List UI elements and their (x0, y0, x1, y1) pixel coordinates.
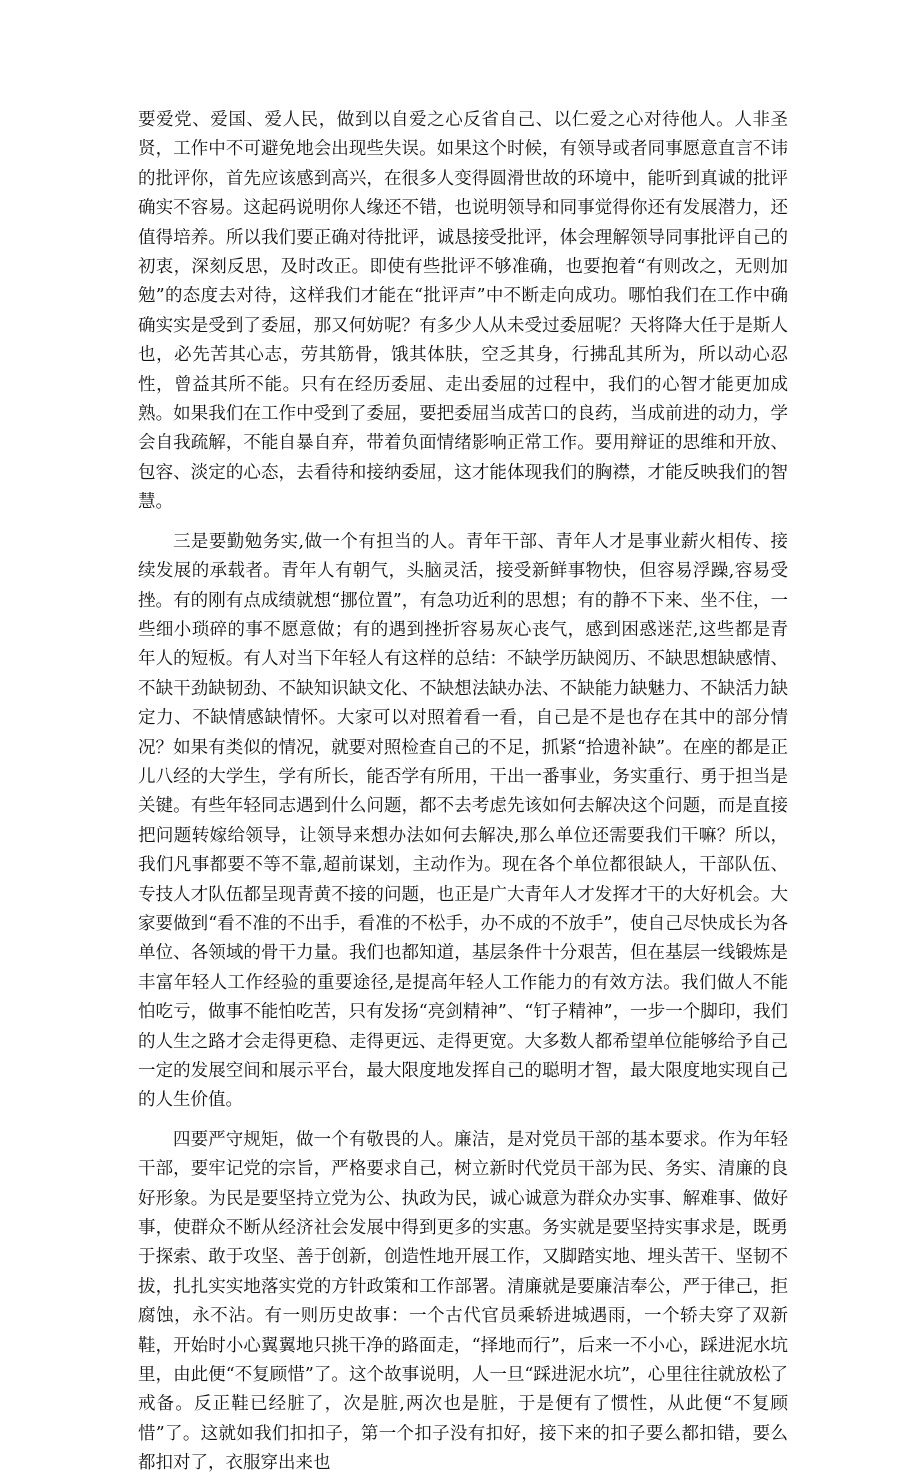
paragraph-point-three: 三是要勤勉务实,做一个有担当的人。青年干部、青年人才是事业薪火相传、接续发展的承载者。青年人有朝气，头脑灵活，接受新鲜事物快，但容易浮躁,容易受挫。有的刚有点成绩就想“挪位置”，有急功近利的思想；有的静不下来、坐不住，一些细小琐碎的事不愿意做；有的遇到挫折容易灰心丧气，感到困惑迷茫,这些都是青年人的短板。有人对当下年轻人有这样的总结：不缺学历缺阅历、不缺思想缺感情、不缺干劲缺韧劲、不缺知识缺文化、不缺想法缺办法、不缺能力缺魅力、不缺活力缺定力、不缺情感缺情怀。大家可以对照着看一看，自己是不是也存在其中的部分情况？如果有类似的情况，就要对照检查自己的不足，抓紧“拾遗补缺”。在座的都是正儿八经的大学生，学有所长，能否学有所用，干出一番事业，务实重行、勇于担当是关键。有些年轻同志遇到什么问题，都不去考虑先该如何去解决这个问题，而是直接把问题转嫁给领导，让领导来想办法如何去解决,那么单位还需要我们干嘛？所以，我们凡事都要不等不靠,超前谋划，主动作为。现在各个单位都很缺人，干部队伍、专技人才队伍都呈现青黄不接的问题，也正是广大青年人才发挥才干的大好机会。大家要做到“看不准的不出手，看准的不松手，办不成的不放手”，使自己尽快成长为各单位、各领域的骨干力量。我们也都知道，基层条件十分艰苦，但在基层一线锻炼是丰富年轻人工作经验的重要途径,是提高年轻人工作能力的有效方法。我们做人不能怕吃亏，做事不能怕吃苦，只有发扬“亮剑精神”、“钉子精神”，一步一个脚印，我们的人生之路才会走得更稳、走得更远、走得更宽。大多数人都希望单位能够给予自己一定的发展空间和展示平台，最大限度地发挥自己的聪明才智，最大限度地实现自己的人生价值。 (138, 531, 788, 1111)
document-body (138, 106, 788, 1479)
paragraph-point-four: 四要严守规矩，做一个有敬畏的人。廉洁，是对党员干部的基本要求。作为年轻干部，要牢记党的宗旨，严格要求自己，树立新时代党员干部为民、务实、清廉的良好形象。为民是要坚持立党为公、执政为民，诚心诚意为群众办实事、解难事、做好事，使群众不断从经济社会发展中得到更多的实惠。务实就是要坚持实事求是，既勇于探索、敢于攻坚、善于创新，创造性地开展工作，又脚踏实地、埋头苦干、坚韧不拔，扎扎实实地落实党的方针政策和工作部署。清廉就是要廉洁奉公，严于律己，拒腐蚀，永不沾。有一则历史故事：一个古代官员乘轿进城遇雨，一个轿夫穿了双新鞋，开始时小心翼翼地只挑干净的路面走，“择地而行”，后来一不小心，踩进泥水坑里，由此便“不复顾惜”了。这个故事说明，人一旦“踩进泥水坑”，心里往往就放松了戒备。反正鞋已经脏了，次是脏,两次也是脏，于是便有了惯性，从此便“不复顾惜”了。这就如我们扣扣子，第一个扣子没有扣好，接下来的扣子要么都扣错，要么都扣对了，衣服穿出来也 (138, 1129, 788, 1474)
paragraph-continuation: 要爱党、爱国、爱人民，做到以自爱之心反省自己、以仁爱之心对待他人。人非圣贤，工作中不可避免地会出现些失误。如果这个时候，有领导或者同事愿意直言不讳的批评你，首先应该感到高兴，在很多人变得圆滑世故的环境中，能听到真诚的批评确实不容易。这起码说明你人缘还不错，也说明领导和同事觉得你还有发展潜力，还值得培养。所以我们要正确对待批评，诚恳接受批评，体会理解领导同事批评自己的初衷，深刻反思，及时改正。即使有些批评不够准确，也要抱着“有则改之，无则加勉”的态度去对待，这样我们才能在“批评声”中不断走向成功。哪怕我们在工作中确确实实是受到了委屈，那又何妨呢？有多少人从未受过委屈呢？天将降大任于是斯人也，必先苦其心志，劳其筋骨，饿其体肤，空乏其身，行拂乱其所为，所以动心忍性，曾益其所不能。只有在经历委屈、走出委屈的过程中，我们的心智才能更加成熟。如果我们在工作中受到了委屈，要把委屈当成苦口的良药，当成前进的动力，学会自我疏解，不能自暴自弃，带着负面情绪影响正常工作。要用辩证的思维和开放、包容、淡定的心态，去看待和接纳委屈，这才能体现我们的胸襟，才能反映我们的智慧。 (138, 110, 788, 513)
